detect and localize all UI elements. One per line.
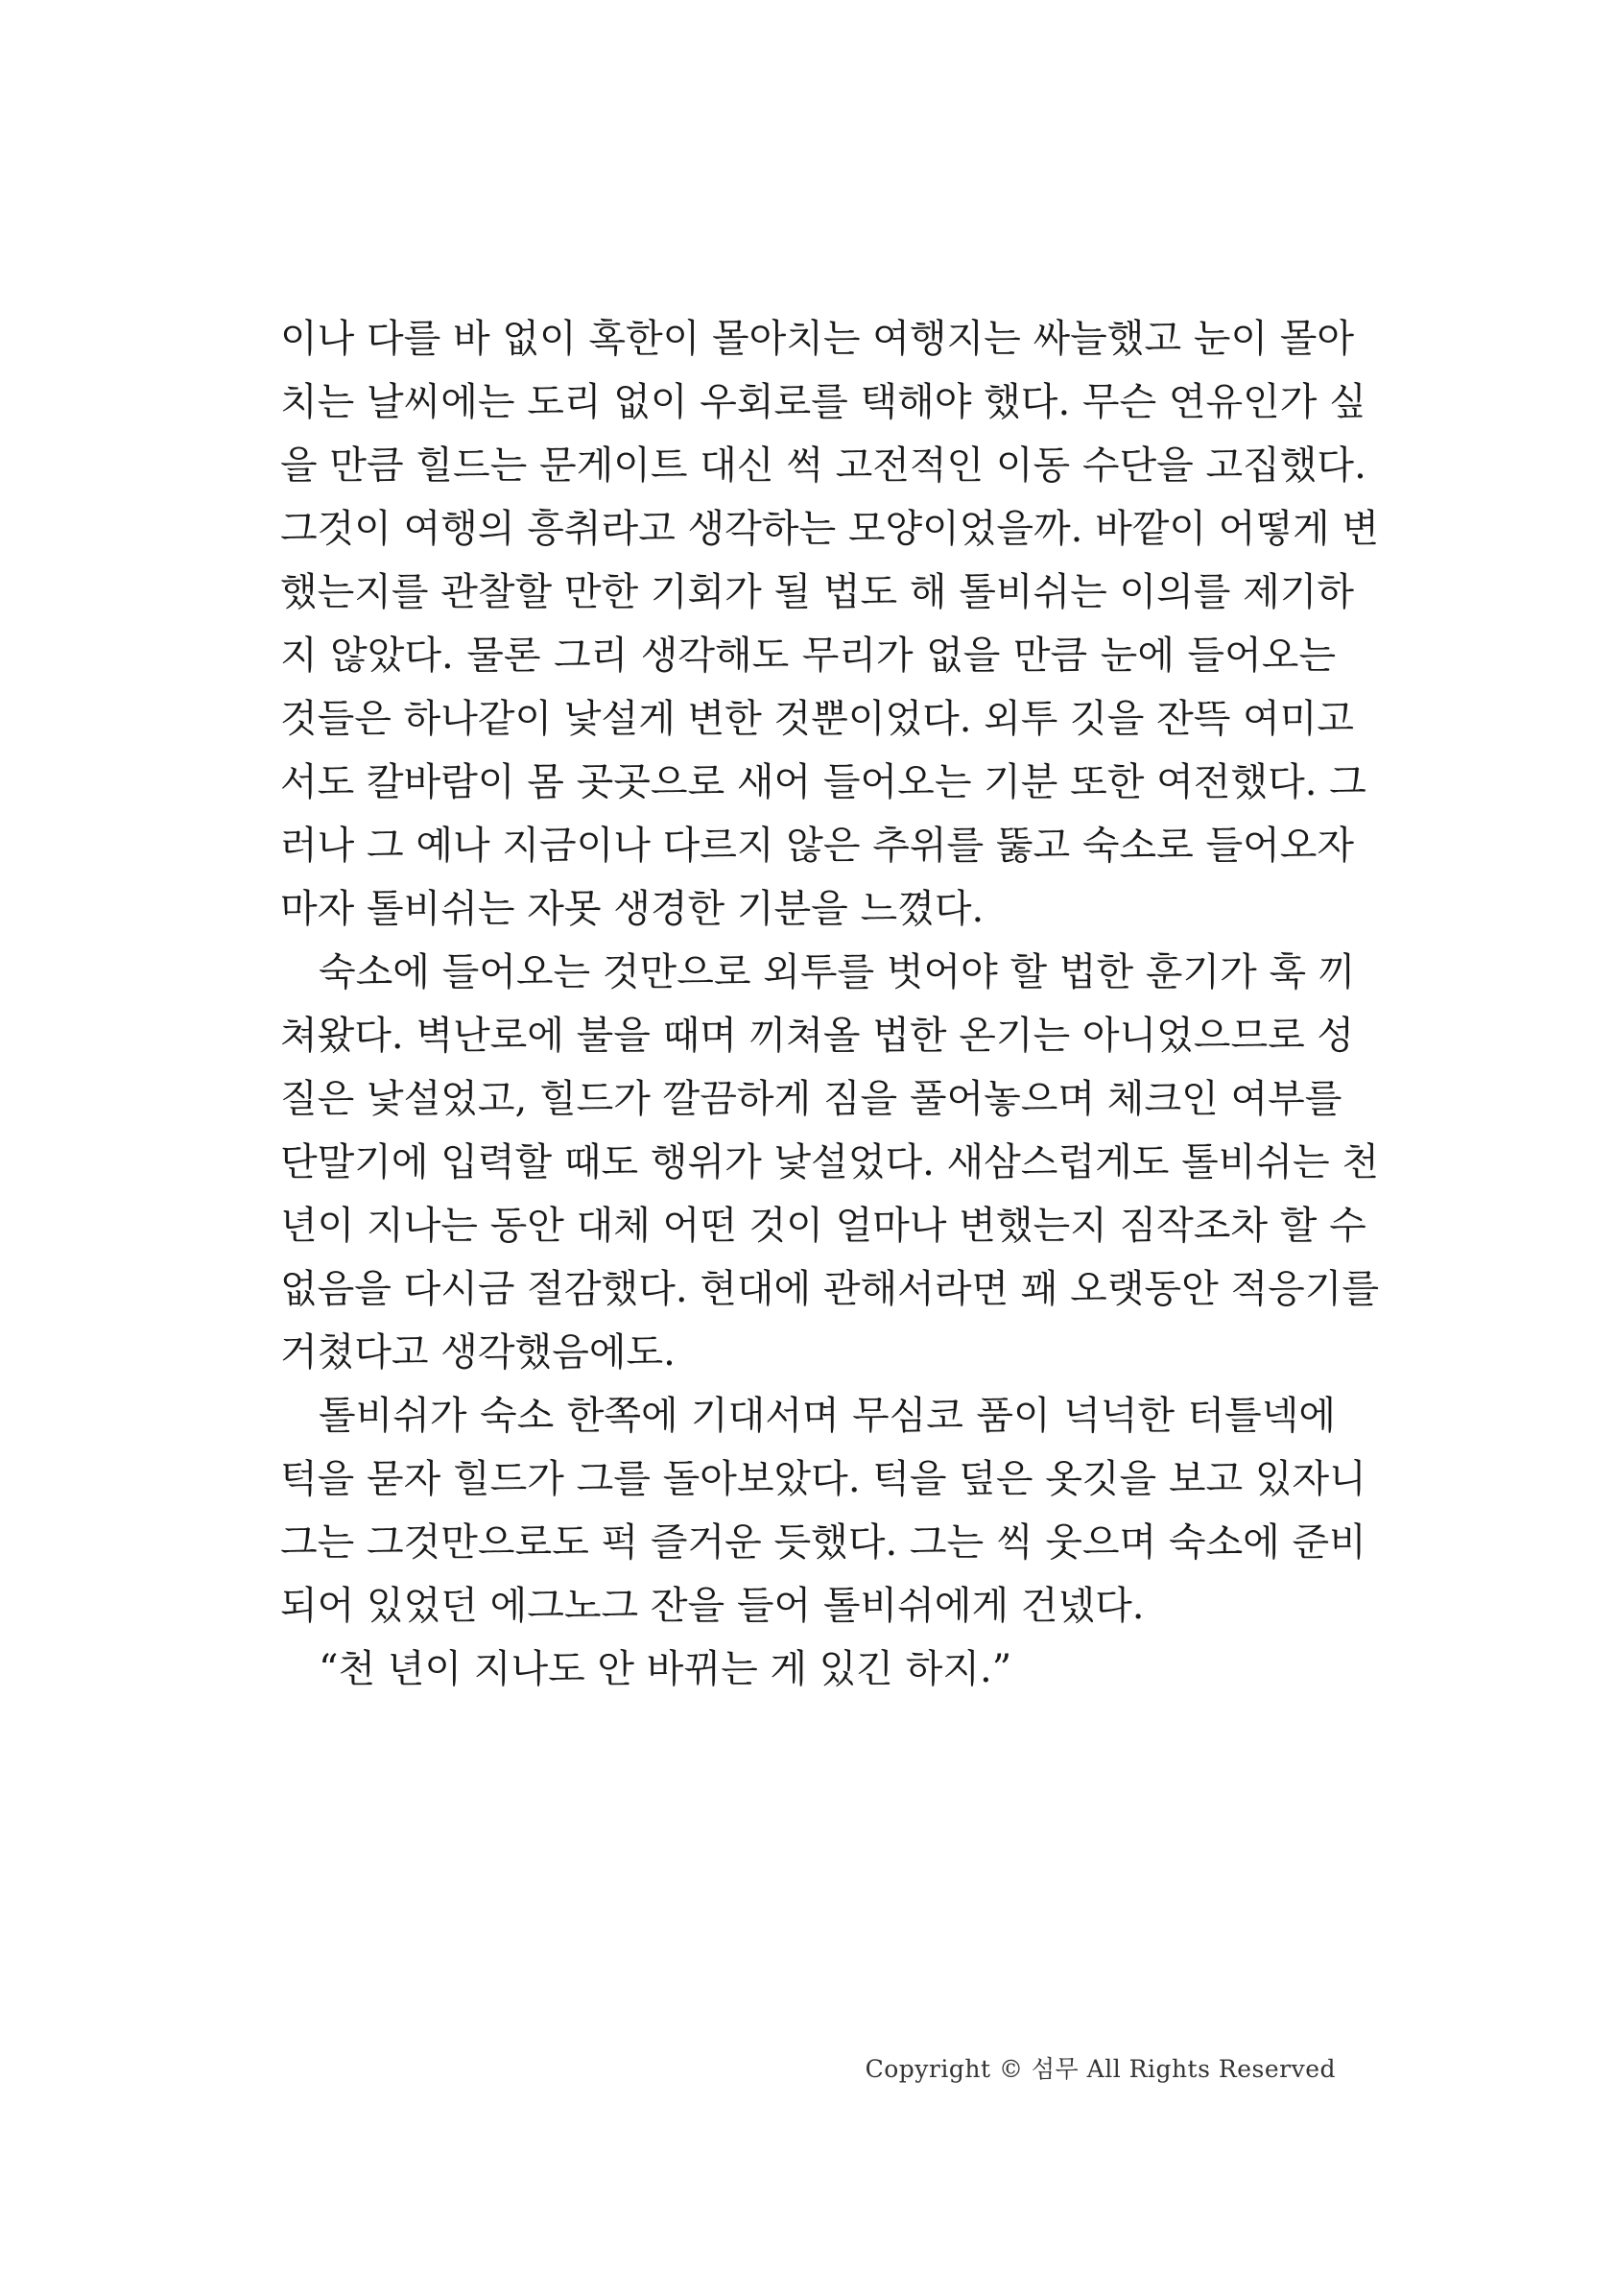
dialogue-line: “천 년이 지나도 안 바뀌는 게 있긴 하지.”	[319, 1647, 1012, 1691]
text-line: 단말기에 입력할 때도 행위가 낯설었다. 새삼스럽게도 톨비쉬는 천	[280, 1140, 1379, 1184]
text-line: 서도 칼바람이 몸 곳곳으로 새어 들어오는 기분 또한 여전했다. 그	[280, 760, 1366, 804]
text-line: 그는 그것만으로도 퍽 즐거운 듯했다. 그는 씩 웃으며 숙소에 준비	[280, 1520, 1366, 1565]
text-line: 되어 있었던 에그노그 잔을 들어 톨비쉬에게 건넸다.	[280, 1584, 1145, 1628]
text-line: 마자 톨비쉬는 자못 생경한 기분을 느꼈다.	[280, 887, 985, 931]
paragraph-first-line: 숙소에 들어오는 것만으로 외투를 벗어야 할 법한 훈기가 훅 끼	[319, 950, 1356, 994]
text-line: 쳐왔다. 벽난로에 불을 때며 끼쳐올 법한 온기는 아니었으므로 성	[280, 1014, 1355, 1058]
text-line: 질은 낯설었고, 힐드가 깔끔하게 짐을 풀어놓으며 체크인 여부를	[280, 1077, 1342, 1121]
text-line: 했는지를 관찰할 만한 기회가 될 법도 해 톨비쉬는 이의를 제기하	[280, 570, 1355, 614]
text-line: 그것이 여행의 흥취라고 생각하는 모양이었을까. 바깥이 어떻게 변	[280, 507, 1379, 551]
text-line: 것들은 하나같이 낯설게 변한 것뿐이었다. 외투 깃을 잔뜩 여미고	[280, 697, 1355, 741]
text-line: 이나 다를 바 없이 혹한이 몰아치는 여행지는 싸늘했고 눈이 몰아	[280, 317, 1355, 361]
text-line: 러나 그 예나 지금이나 다르지 않은 추위를 뚫고 숙소로 들어오자	[280, 824, 1355, 868]
text-line: 거쳤다고 생각했음에도.	[280, 1330, 676, 1375]
copyright-notice: Copyright © 섬무 All Rights Reserved	[865, 2055, 1336, 2083]
body-text	[280, 307, 1379, 1701]
text-line: 지 않았다. 물론 그리 생각해도 무리가 없을 만큼 눈에 들어오는	[280, 634, 1336, 678]
text-line: 년이 지나는 동안 대체 어떤 것이 얼마나 변했는지 짐작조차 할 수	[280, 1204, 1366, 1248]
text-line: 턱을 묻자 힐드가 그를 돌아보았다. 턱을 덮은 옷깃을 보고 있자니	[280, 1457, 1366, 1501]
text-line: 없음을 다시금 절감했다. 현대에 관해서라면 꽤 오랫동안 적응기를	[280, 1267, 1379, 1311]
text-line: 을 만큼 힐드는 문게이트 대신 썩 고전적인 이동 수단을 고집했다.	[280, 443, 1366, 488]
text-line: 치는 날씨에는 도리 없이 우회로를 택해야 했다. 무슨 연유인가 싶	[280, 380, 1366, 424]
paragraph-first-line: 톨비쉬가 숙소 한쪽에 기대서며 무심코 품이 넉넉한 터틀넥에	[319, 1394, 1336, 1438]
